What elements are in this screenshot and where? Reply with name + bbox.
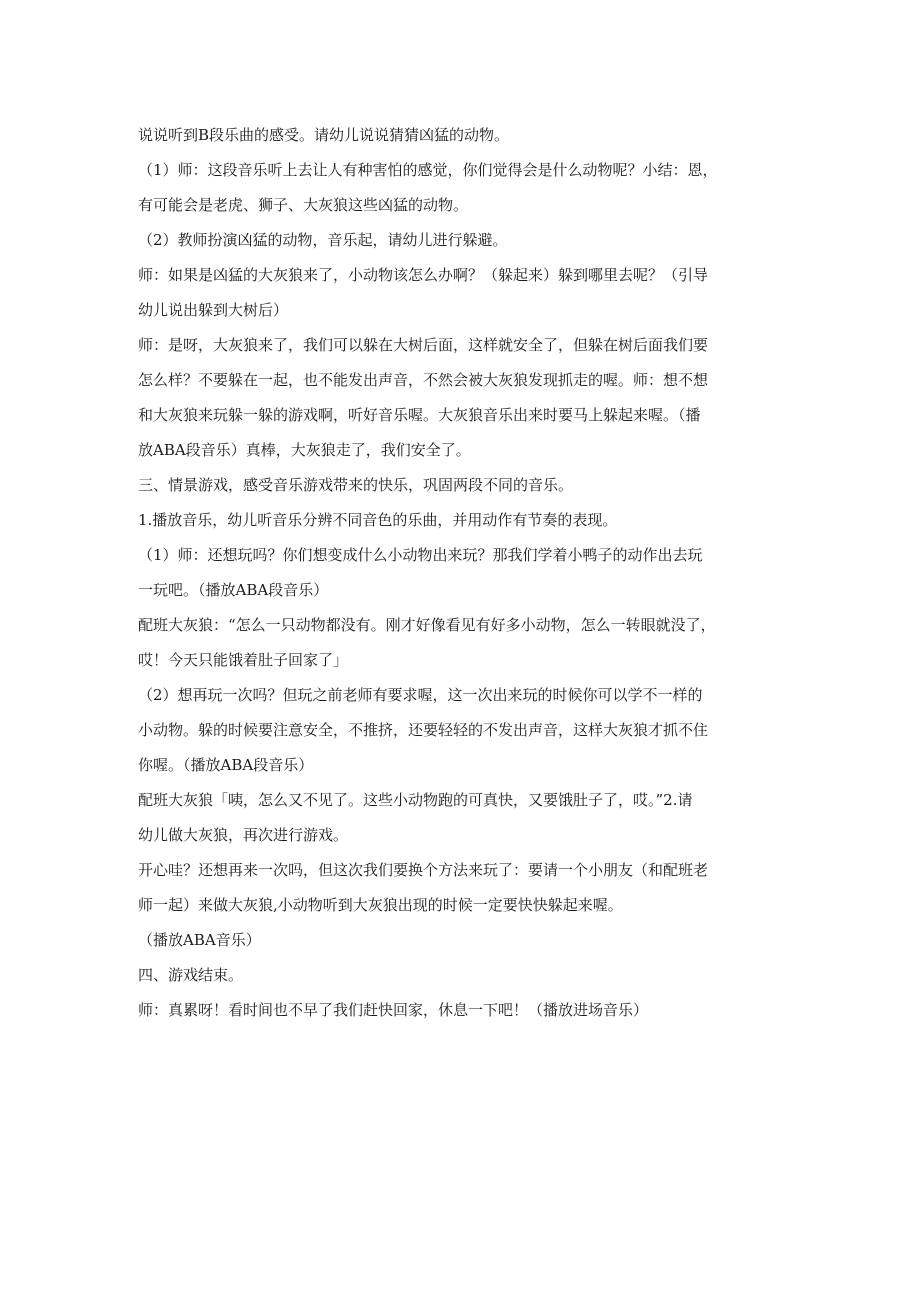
text-line: （2）教师扮演凶猛的动物，音乐起，请幼儿进行躲避。 [138,231,508,249]
text-line: （播放ABA音乐） [138,931,261,949]
text-line: 哎！今天只能饿着肚子回家了」 [138,651,349,669]
text-line: 师一起）来做大灰狼,小动物听到大灰狼出现的时候一定要快快躲起来喔。 [138,896,623,914]
text-line: 师：如果是凶猛的大灰狼来了，小动物该怎么办啊？（躲起来）躲到哪里去呢？（引导 [138,266,709,284]
text-line: 小动物。躲的时候要注意安全，不推挤，还要轻轻的不发出声音，这样大灰狼才抓不住 [138,721,709,739]
text-line: 和大灰狼来玩躲一躲的游戏啊，听好音乐喔。大灰狼音乐出来时要马上躲起来喔。（播 [138,406,701,424]
text-line: 1.播放音乐，幼儿听音乐分辨不同音色的乐曲，并用动作有节奏的表现。 [138,511,618,529]
text-line: 幼儿说出躲到大树后） [138,301,289,319]
section-heading: 三、情景游戏，感受音乐游戏带来的快乐，巩固两段不同的音乐。 [138,476,574,494]
text-line: 配班大灰狼：“怎么一只动物都没有。刚才好像看见有好多小动物，怎么一转眼就没了， [138,616,716,634]
text-line: （1）师：这段音乐听上去让人有种害怕的感觉，你们觉得会是什么动物呢？小结：恩， [138,161,718,179]
text-line: （2）想再玩一次吗？但玩之前老师有要求喔，这一次出来玩的时候你可以学不一样的 [138,686,703,704]
text-line: 放ABA段音乐）真棒，大灰狼走了，我们安全了。 [138,441,471,459]
text-line: 幼儿做大灰狼，再次进行游戏。 [138,826,349,844]
text-line: 师：是呀，大灰狼来了，我们可以躲在大树后面，这样就安全了，但躲在树后面我们要 [138,336,709,354]
text-line: （1）师：还想玩吗？你们想变成什么小动物出来玩？那我们学着小鸭子的动作出去玩 [138,546,703,564]
text-line: 配班大灰狼「咦，怎么又不见了。这些小动物跑的可真快，又要饿肚子了，哎。”2.请 [138,791,693,809]
text-line: 一玩吧。（播放ABA段音乐） [138,581,329,599]
text-line: 师：真累呀！看时间也不早了我们赶快回家，休息一下吧！（播放进场音乐） [138,1001,649,1019]
text-line: 有可能会是老虎、狮子、大灰狼这些凶猛的动物。 [138,196,469,214]
text-line: 怎么样？不要躲在一起，也不能发出声音，不然会被大灰狼发现抓走的喔。师：想不想 [138,371,709,389]
document-body [138,118,794,1028]
text-line: 你喔。（播放ABA段音乐） [138,756,314,774]
text-line: 开心哇？还想再来一次吗，但这次我们要换个方法来玩了：要请一个小朋友（和配班老 [138,861,709,879]
text-line: 说说听到B段乐曲的感受。请幼儿说说猜猜凶猛的动物。 [138,126,510,144]
section-heading: 四、游戏结束。 [138,966,244,984]
